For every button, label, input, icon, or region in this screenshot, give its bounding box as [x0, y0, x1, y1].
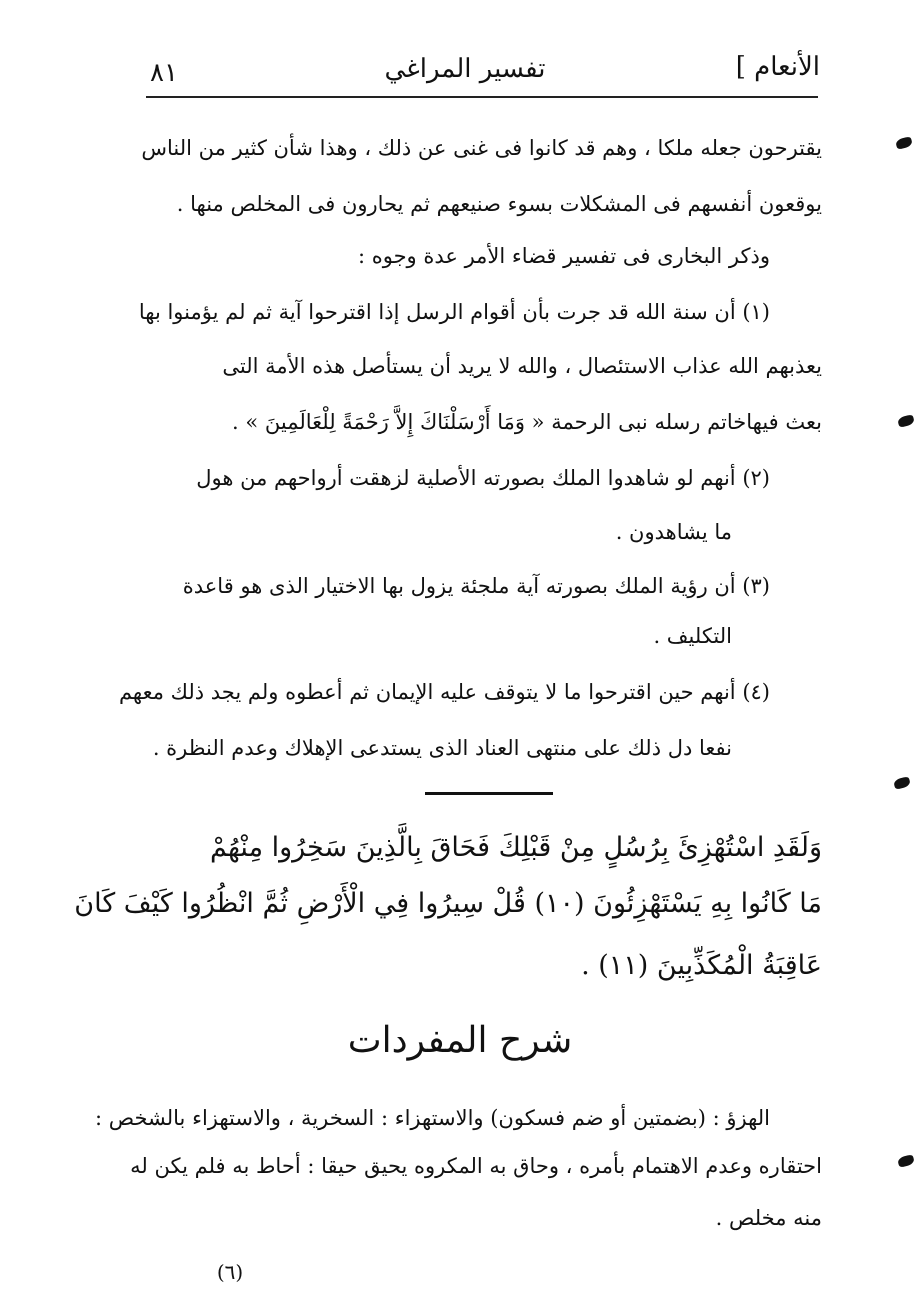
- margin-ornament-icon: [896, 136, 912, 150]
- verse-line-2: مَا كَانُوا بِهِ يَسْتَهْزِئُونَ (١٠) قُلْ سِيرُوا فِي الْأَرْضِ ثُمَّ انْظُرُوا كَيْفَ كَانَ: [74, 888, 822, 919]
- section-separator: [425, 792, 553, 795]
- point-4-line-2: نفعا دل ذلك على منتهى العناد الذى يستدعى الإهلاك وعدم النظرة .: [152, 736, 732, 760]
- definition-line-3: منه مخلص .: [715, 1206, 822, 1230]
- intro-line-1: يقترحون جعله ملكا ، وهم قد كانوا فى غنى عن ذلك ، وهذا شأن كثير من الناس: [141, 136, 822, 160]
- point-1-line-3: بعث فيهاخاتم رسله نبى الرحمة « وَمَا أَرْسَلْنَاكَ إِلاَّ رَحْمَةً لِلْعَالَمِينَ » .: [232, 410, 822, 434]
- margin-ornament-icon: [894, 776, 910, 790]
- running-title: تفسير المراغي: [384, 54, 546, 84]
- point-3-line-2: التكليف .: [653, 624, 732, 648]
- intro-line-3: وذكر البخارى فى تفسير قضاء الأمر عدة وجوه :: [357, 244, 770, 268]
- point-3-line-1: (٣) أن رؤية الملك بصورته آية ملجئة يزول بها الاختيار الذى هو قاعدة: [182, 574, 770, 598]
- point-1-line-1: (١) أن سنة الله قد جرت بأن أقوام الرسل إذا اقترحوا آية ثم لم يؤمنوا بها: [138, 300, 770, 324]
- margin-ornament-icon: [898, 414, 914, 428]
- point-4-line-1: (٤) أنهم حين اقترحوا ما لا يتوقف عليه الإيمان ثم أعطوه ولم يجد ذلك معهم: [118, 680, 770, 704]
- definition-line-1: الهزؤ : (بضمتين أو ضم فسكون) والاستهزاء : السخرية ، والاستهزاء بالشخص :: [94, 1106, 770, 1130]
- page-number: ٨١: [150, 58, 178, 88]
- verse-line-3: عَاقِبَةُ الْمُكَذِّبِينَ (١١) .: [581, 950, 822, 981]
- point-1-line-2: يعذبهم الله عذاب الاستئصال ، والله لا يريد أن يستأصل هذه الأمة التى: [222, 354, 822, 378]
- intro-line-2: يوقعون أنفسهم فى المشكلات بسوء صنيعهم ثم يحارون فى المخلص منها .: [176, 192, 822, 216]
- point-2-line-1: (٢) أنهم لو شاهدوا الملك بصورته الأصلية لزهقت أرواحهم من هول: [196, 466, 770, 490]
- signature-number: (٦): [216, 1260, 244, 1284]
- margin-ornament-icon: [898, 1154, 914, 1168]
- point-2-line-2: ما يشاهدون .: [615, 520, 732, 544]
- verse-line-1: وَلَقَدِ اسْتُهْزِئَ بِرُسُلٍ مِنْ قَبْلِكَ فَحَاقَ بِالَّذِينَ سَخِرُوا مِنْهُمْ: [210, 832, 822, 863]
- chapter-name: الأنعام ]: [735, 52, 820, 82]
- section-title: شرح المفردات: [347, 1020, 573, 1061]
- definition-line-2: احتقاره وعدم الاهتمام بأمره ، وحاق به المكروه يحيق حيقا : أحاط به فلم يكن له: [130, 1154, 822, 1178]
- header-rule: [146, 96, 818, 98]
